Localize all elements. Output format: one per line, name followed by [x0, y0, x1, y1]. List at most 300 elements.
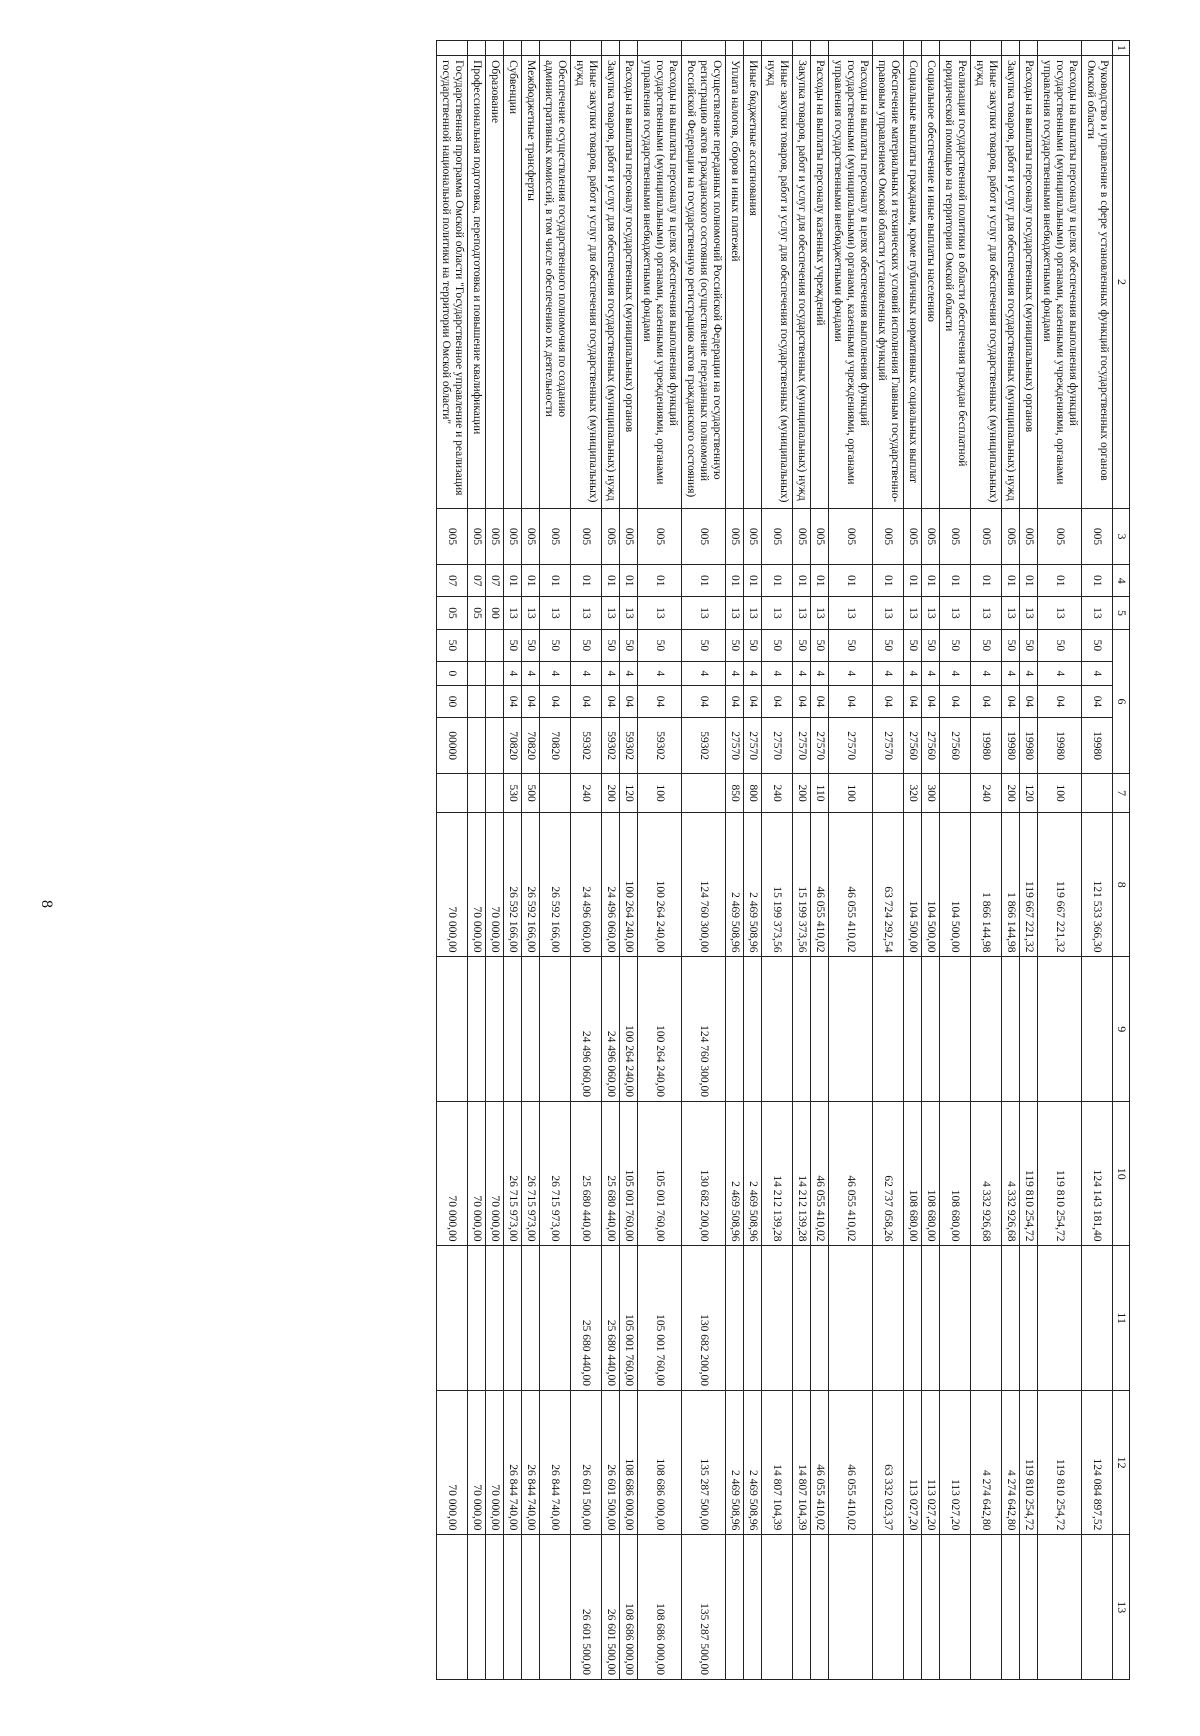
row-index-cell [940, 41, 971, 56]
subprogram-code-cell: 4 [1038, 662, 1082, 686]
amount-2022-cell: 119 810 254,72 [1020, 1390, 1038, 1534]
amount-2020-federal-cell [1002, 957, 1020, 1101]
amount-2022-federal-cell [1038, 1535, 1082, 1680]
event-code-cell: 04 [504, 685, 522, 717]
amount-2021-cell: 25 680 440,00 [571, 1101, 602, 1245]
table-row [620, 41, 638, 1680]
subsection-code-cell: 13 [904, 597, 922, 629]
amount-2022-cell: 2 469 508,96 [726, 1390, 744, 1534]
expense-type-cell: 240 [762, 774, 793, 813]
ministry-code-cell: 005 [540, 508, 571, 564]
row-index-cell [744, 41, 762, 56]
expense-type-cell: 500 [522, 774, 540, 813]
program-code-cell: 50 [1020, 629, 1038, 661]
expense-type-cell [682, 774, 726, 813]
ministry-code-cell: 005 [504, 508, 522, 564]
subprogram-code-cell: 4 [904, 662, 922, 686]
event-code-cell: 04 [922, 685, 940, 717]
amount-2020-federal-cell [437, 957, 468, 1101]
event-code-cell: 00 [437, 685, 468, 717]
amount-2021-federal-cell: 105 001 760,00 [620, 1246, 638, 1390]
subprogram-code-cell [468, 662, 486, 686]
amount-2020-federal-cell [940, 957, 971, 1101]
direction-code-cell: 19980 [1038, 718, 1082, 774]
table-row [829, 41, 873, 1680]
row-index-cell [468, 41, 486, 56]
amount-2021-cell: 108 680,00 [940, 1101, 971, 1245]
amount-2022-federal-cell [922, 1535, 940, 1680]
ministry-code-cell: 005 [602, 508, 620, 564]
amount-2021-federal-cell: 25 680 440,00 [602, 1246, 620, 1390]
amount-2022-federal-cell: 26 601 500,00 [571, 1535, 602, 1680]
section-code-cell: 01 [762, 565, 793, 597]
program-code-cell: 50 [971, 629, 1002, 661]
ministry-code-cell: 005 [904, 508, 922, 564]
program-code-cell: 50 [1082, 629, 1113, 661]
amount-2021-federal-cell [873, 1246, 904, 1390]
table-row [540, 41, 571, 1680]
expense-type-cell: 200 [602, 774, 620, 813]
amount-2022-cell: 135 287 500,00 [682, 1390, 726, 1534]
subprogram-code-cell: 4 [811, 662, 829, 686]
ministry-code-cell: 005 [762, 508, 793, 564]
subprogram-code-cell: 4 [793, 662, 811, 686]
header-cell: 9 [1113, 957, 1130, 1101]
expense-type-cell: 120 [620, 774, 638, 813]
budget-table [436, 40, 1130, 1680]
event-code-cell: 04 [1020, 685, 1038, 717]
amount-2021-federal-cell [1002, 1246, 1020, 1390]
amount-2022-cell: 14 807 104,39 [793, 1390, 811, 1534]
amount-2020-cell: 70 000,00 [468, 813, 486, 957]
expense-type-cell: 530 [504, 774, 522, 813]
ministry-code-cell: 005 [922, 508, 940, 564]
amount-2020-cell: 104 500,00 [940, 813, 971, 957]
section-code-cell: 01 [504, 565, 522, 597]
table-row [682, 41, 726, 1680]
subprogram-code-cell: 4 [1082, 662, 1113, 686]
direction-code-cell: 59302 [682, 718, 726, 774]
row-name-cell: Закупка товаров, работ и услуг для обеспечения государственных (муниципальных) нужд [1002, 56, 1020, 509]
amount-2022-federal-cell: 108 686 000,00 [638, 1535, 682, 1680]
event-code-cell [468, 685, 486, 717]
ministry-code-cell: 005 [620, 508, 638, 564]
expense-type-cell: 240 [971, 774, 1002, 813]
amount-2022-cell: 113 027,20 [904, 1390, 922, 1534]
direction-code-cell [486, 718, 504, 774]
row-name-cell: Субвенции [504, 56, 522, 509]
ministry-code-cell: 005 [793, 508, 811, 564]
amount-2022-federal-cell [762, 1535, 793, 1680]
row-name-cell: Иные бюджетные ассигнования [744, 56, 762, 509]
event-code-cell: 04 [793, 685, 811, 717]
event-code-cell: 04 [762, 685, 793, 717]
expense-type-cell [486, 774, 504, 813]
subsection-code-cell: 13 [638, 597, 682, 629]
ministry-code-cell: 005 [971, 508, 1002, 564]
event-code-cell: 04 [682, 685, 726, 717]
amount-2021-federal-cell [940, 1246, 971, 1390]
subsection-code-cell: 13 [504, 597, 522, 629]
table-row [602, 41, 620, 1680]
subsection-code-cell: 13 [602, 597, 620, 629]
amount-2020-federal-cell [522, 957, 540, 1101]
amount-2022-cell: 119 810 254,72 [1038, 1390, 1082, 1534]
amount-2021-cell: 25 680 440,00 [602, 1101, 620, 1245]
amount-2022-cell: 14 807 104,39 [762, 1390, 793, 1534]
column-number-row [1113, 41, 1130, 1680]
amount-2022-cell: 70 000,00 [486, 1390, 504, 1534]
row-name-cell: Расходы на выплаты персоналу казенных учреждений [811, 56, 829, 509]
row-name-cell: Социальное обеспечение и иные выплаты населению [922, 56, 940, 509]
section-code-cell: 01 [540, 565, 571, 597]
section-code-cell: 01 [682, 565, 726, 597]
amount-2022-federal-cell [873, 1535, 904, 1680]
amount-2021-cell: 105 001 760,00 [620, 1101, 638, 1245]
row-name-cell: Закупка товаров, работ и услуг для обеспечения государственных (муниципальных) нужд [602, 56, 620, 509]
row-index-cell [904, 41, 922, 56]
amount-2021-cell: 108 680,00 [904, 1101, 922, 1245]
row-index-cell [638, 41, 682, 56]
event-code-cell: 04 [873, 685, 904, 717]
amount-2021-federal-cell [468, 1246, 486, 1390]
amount-2022-federal-cell [829, 1535, 873, 1680]
direction-code-cell: 27570 [793, 718, 811, 774]
event-code-cell: 04 [744, 685, 762, 717]
amount-2022-cell: 108 686 000,00 [620, 1390, 638, 1534]
amount-2020-cell: 119 667 221,32 [1038, 813, 1082, 957]
subprogram-code-cell: 4 [522, 662, 540, 686]
amount-2020-cell: 100 264 240,00 [638, 813, 682, 957]
amount-2020-cell: 121 533 366,30 [1082, 813, 1113, 957]
amount-2022-federal-cell: 108 686 000,00 [620, 1535, 638, 1680]
amount-2021-federal-cell [1020, 1246, 1038, 1390]
row-index-cell [437, 41, 468, 56]
program-code-cell: 50 [873, 629, 904, 661]
amount-2021-federal-cell [829, 1246, 873, 1390]
section-code-cell: 01 [793, 565, 811, 597]
row-index-cell [1002, 41, 1020, 56]
amount-2022-federal-cell [1002, 1535, 1020, 1680]
amount-2022-federal-cell [940, 1535, 971, 1680]
expense-type-cell [468, 774, 486, 813]
program-code-cell: 50 [437, 629, 468, 661]
header-cell: 8 [1113, 813, 1130, 957]
expense-type-cell: 100 [1038, 774, 1082, 813]
subprogram-code-cell: 4 [1002, 662, 1020, 686]
amount-2020-federal-cell: 124 760 300,00 [682, 957, 726, 1101]
amount-2021-federal-cell [922, 1246, 940, 1390]
direction-code-cell: 59302 [571, 718, 602, 774]
row-index-cell [522, 41, 540, 56]
amount-2022-federal-cell [971, 1535, 1002, 1680]
program-code-cell: 50 [811, 629, 829, 661]
ministry-code-cell: 005 [486, 508, 504, 564]
header-cell: 12 [1113, 1390, 1130, 1534]
amount-2022-federal-cell [811, 1535, 829, 1680]
ministry-code-cell: 005 [829, 508, 873, 564]
event-code-cell: 04 [540, 685, 571, 717]
amount-2021-federal-cell [504, 1246, 522, 1390]
ministry-code-cell: 005 [522, 508, 540, 564]
subprogram-code-cell: 4 [620, 662, 638, 686]
subsection-code-cell: 13 [793, 597, 811, 629]
subprogram-code-cell: 4 [571, 662, 602, 686]
event-code-cell [486, 685, 504, 717]
subprogram-code-cell: 4 [540, 662, 571, 686]
amount-2022-cell: 2 469 508,96 [744, 1390, 762, 1534]
amount-2021-federal-cell [437, 1246, 468, 1390]
amount-2021-cell: 119 810 254,72 [1020, 1101, 1038, 1245]
section-code-cell: 01 [726, 565, 744, 597]
subsection-code-cell: 13 [744, 597, 762, 629]
amount-2022-federal-cell [504, 1535, 522, 1680]
row-index-cell [571, 41, 602, 56]
program-code-cell: 50 [571, 629, 602, 661]
direction-code-cell: 70820 [540, 718, 571, 774]
program-code-cell: 50 [904, 629, 922, 661]
table-row [1082, 41, 1113, 1680]
amount-2021-federal-cell [762, 1246, 793, 1390]
amount-2021-cell: 2 469 508,96 [744, 1101, 762, 1245]
amount-2021-cell: 26 715 973,00 [504, 1101, 522, 1245]
row-name-cell: Иные закупки товаров, работ и услуг для обеспечения государственных (муниципальных) нужд [571, 56, 602, 509]
expense-type-cell [940, 774, 971, 813]
ministry-code-cell: 005 [940, 508, 971, 564]
subprogram-code-cell: 4 [744, 662, 762, 686]
table-row [873, 41, 904, 1680]
ministry-code-cell: 005 [437, 508, 468, 564]
event-code-cell: 04 [971, 685, 1002, 717]
amount-2020-cell: 26 592 166,00 [504, 813, 522, 957]
program-code-cell: 50 [682, 629, 726, 661]
amount-2021-cell: 26 715 973,00 [522, 1101, 540, 1245]
header-cell: 11 [1113, 1246, 1130, 1390]
amount-2021-federal-cell [486, 1246, 504, 1390]
program-code-cell: 50 [793, 629, 811, 661]
amount-2021-federal-cell [540, 1246, 571, 1390]
subsection-code-cell: 13 [922, 597, 940, 629]
header-cell: 7 [1113, 774, 1130, 813]
row-index-cell [1082, 41, 1113, 56]
row-name-cell: Социальные выплаты гражданам, кроме публичных нормативных социальных выплат [904, 56, 922, 509]
subsection-code-cell: 13 [811, 597, 829, 629]
section-code-cell: 01 [873, 565, 904, 597]
table-row [1020, 41, 1038, 1680]
table-row [468, 41, 486, 1680]
direction-code-cell: 19980 [971, 718, 1002, 774]
program-code-cell: 50 [638, 629, 682, 661]
amount-2020-cell: 1 866 144,98 [971, 813, 1002, 957]
amount-2021-federal-cell: 130 682 200,00 [682, 1246, 726, 1390]
row-name-cell: Расходы на выплаты персоналу в целях обеспечения выполнения функций государственными (муниципальными) органами, казенными учреждениями, органами управления государственными внебюджетными фондами [638, 56, 682, 509]
amount-2021-cell: 70 000,00 [468, 1101, 486, 1245]
section-code-cell: 01 [971, 565, 1002, 597]
amount-2021-federal-cell [1038, 1246, 1082, 1390]
amount-2022-cell: 26 601 500,00 [602, 1390, 620, 1534]
direction-code-cell: 70820 [504, 718, 522, 774]
amount-2022-federal-cell: 26 601 500,00 [602, 1535, 620, 1680]
program-code-cell: 50 [829, 629, 873, 661]
row-index-cell [504, 41, 522, 56]
event-code-cell: 04 [620, 685, 638, 717]
event-code-cell: 04 [904, 685, 922, 717]
ministry-code-cell: 005 [744, 508, 762, 564]
program-code-cell: 50 [602, 629, 620, 661]
row-name-cell: Осуществление переданных полномочий Российской Федерации на государственную регистрацию актов гражданского состояния (осуществление переданных полномочий Российской Федерации на государственную регистрацию актов гражданского состояния) [682, 56, 726, 509]
ministry-code-cell: 005 [873, 508, 904, 564]
row-index-cell [540, 41, 571, 56]
amount-2021-cell: 26 715 973,00 [540, 1101, 571, 1245]
ministry-code-cell: 005 [811, 508, 829, 564]
amount-2022-cell: 63 332 023,37 [873, 1390, 904, 1534]
expense-type-cell: 100 [638, 774, 682, 813]
event-code-cell: 04 [522, 685, 540, 717]
subsection-code-cell: 13 [1020, 597, 1038, 629]
table-row [940, 41, 971, 1680]
amount-2021-cell: 46 055 410,02 [829, 1101, 873, 1245]
expense-type-cell: 110 [811, 774, 829, 813]
subprogram-code-cell: 4 [762, 662, 793, 686]
amount-2021-cell: 46 055 410,02 [811, 1101, 829, 1245]
ministry-code-cell: 005 [1038, 508, 1082, 564]
amount-2022-federal-cell [793, 1535, 811, 1680]
amount-2020-federal-cell [1082, 957, 1113, 1101]
program-code-cell: 50 [922, 629, 940, 661]
direction-code-cell: 00000 [437, 718, 468, 774]
row-name-cell: Обеспечение материальных и технических условий исполнения Главным государственно-правовым управлением Омской области установленных функций [873, 56, 904, 509]
subprogram-code-cell: 4 [682, 662, 726, 686]
row-name-cell: Обеспечение осуществления государственного полномочия по созданию административных комиссий, в том числе обеспечению их деятельности [540, 56, 571, 509]
amount-2020-federal-cell [726, 957, 744, 1101]
event-code-cell: 04 [811, 685, 829, 717]
subprogram-code-cell: 4 [873, 662, 904, 686]
table-row [904, 41, 922, 1680]
program-code-cell: 50 [504, 629, 522, 661]
program-code-cell: 50 [1038, 629, 1082, 661]
section-code-cell: 01 [602, 565, 620, 597]
section-code-cell: 07 [437, 565, 468, 597]
expense-type-cell: 320 [904, 774, 922, 813]
ministry-code-cell: 005 [682, 508, 726, 564]
amount-2020-cell: 104 500,00 [922, 813, 940, 957]
subsection-code-cell: 13 [571, 597, 602, 629]
direction-code-cell: 19980 [1002, 718, 1020, 774]
direction-code-cell: 19980 [1082, 718, 1113, 774]
section-code-cell: 01 [571, 565, 602, 597]
header-cell: 1 [1113, 41, 1130, 56]
expense-type-cell: 200 [793, 774, 811, 813]
subprogram-code-cell: 0 [437, 662, 468, 686]
amount-2020-cell: 46 055 410,02 [811, 813, 829, 957]
amount-2020-cell: 1 866 144,98 [1002, 813, 1020, 957]
ministry-code-cell: 005 [571, 508, 602, 564]
event-code-cell: 04 [940, 685, 971, 717]
subsection-code-cell: 13 [1038, 597, 1082, 629]
row-index-cell [682, 41, 726, 56]
amount-2021-federal-cell [1082, 1246, 1113, 1390]
row-index-cell [971, 41, 1002, 56]
amount-2022-cell: 113 027,20 [922, 1390, 940, 1534]
amount-2022-federal-cell [486, 1535, 504, 1680]
expense-type-cell: 300 [922, 774, 940, 813]
header-cell: 6 [1113, 629, 1130, 773]
event-code-cell: 04 [571, 685, 602, 717]
subprogram-code-cell: 4 [726, 662, 744, 686]
amount-2020-federal-cell [1038, 957, 1082, 1101]
amount-2020-federal-cell [468, 957, 486, 1101]
row-index-cell [620, 41, 638, 56]
table-row [744, 41, 762, 1680]
amount-2021-cell: 105 001 760,00 [638, 1101, 682, 1245]
direction-code-cell: 27570 [829, 718, 873, 774]
subsection-code-cell: 13 [1082, 597, 1113, 629]
subprogram-code-cell: 4 [971, 662, 1002, 686]
amount-2021-federal-cell [744, 1246, 762, 1390]
section-code-cell: 01 [904, 565, 922, 597]
direction-code-cell: 27560 [940, 718, 971, 774]
table-row [922, 41, 940, 1680]
subsection-code-cell: 13 [940, 597, 971, 629]
amount-2021-federal-cell [793, 1246, 811, 1390]
program-code-cell [486, 629, 504, 661]
table-row [437, 41, 468, 1680]
expense-type-cell: 200 [1002, 774, 1020, 813]
amount-2022-cell: 26 844 740,00 [522, 1390, 540, 1534]
amount-2022-federal-cell [904, 1535, 922, 1680]
amount-2020-federal-cell [486, 957, 504, 1101]
amount-2022-cell: 70 000,00 [437, 1390, 468, 1534]
subsection-code-cell: 13 [829, 597, 873, 629]
subprogram-code-cell: 4 [638, 662, 682, 686]
amount-2022-federal-cell [1082, 1535, 1113, 1680]
amount-2021-cell: 70 000,00 [437, 1101, 468, 1245]
direction-code-cell: 27570 [762, 718, 793, 774]
amount-2020-federal-cell [922, 957, 940, 1101]
row-name-cell: Иные закупки товаров, работ и услуг для обеспечения государственных (муниципальных) нужд [971, 56, 1002, 509]
event-code-cell: 04 [726, 685, 744, 717]
ministry-code-cell: 005 [726, 508, 744, 564]
expense-type-cell: 120 [1020, 774, 1038, 813]
amount-2022-cell: 108 686 000,00 [638, 1390, 682, 1534]
row-name-cell: Расходы на выплаты персоналу в целях обеспечения выполнения функций государственными (муниципальными) органами, казенными учреждениями, органами управления государственными внебюджетными фондами [1038, 56, 1082, 509]
amount-2020-cell: 15 199 373,56 [793, 813, 811, 957]
event-code-cell: 04 [1082, 685, 1113, 717]
page-number: 8 [38, 900, 55, 908]
header-cell: 13 [1113, 1535, 1130, 1680]
amount-2021-cell: 62 737 058,26 [873, 1101, 904, 1245]
subsection-code-cell: 13 [873, 597, 904, 629]
amount-2022-federal-cell [1020, 1535, 1038, 1680]
subsection-code-cell: 13 [540, 597, 571, 629]
program-code-cell: 50 [540, 629, 571, 661]
header-cell: 5 [1113, 597, 1130, 629]
program-code-cell: 50 [1002, 629, 1020, 661]
subsection-code-cell: 13 [762, 597, 793, 629]
subprogram-code-cell: 4 [829, 662, 873, 686]
expense-type-cell: 850 [726, 774, 744, 813]
row-index-cell [1020, 41, 1038, 56]
row-name-cell: Профессиональная подготовка, переподготовка и повышение квалификации [468, 56, 486, 509]
event-code-cell: 04 [638, 685, 682, 717]
direction-code-cell: 59302 [602, 718, 620, 774]
direction-code-cell: 19980 [1020, 718, 1038, 774]
subsection-code-cell: 13 [522, 597, 540, 629]
amount-2022-federal-cell: 135 287 500,00 [682, 1535, 726, 1680]
subsection-code-cell: 13 [971, 597, 1002, 629]
section-code-cell: 01 [1082, 565, 1113, 597]
header-cell: 3 [1113, 508, 1130, 564]
